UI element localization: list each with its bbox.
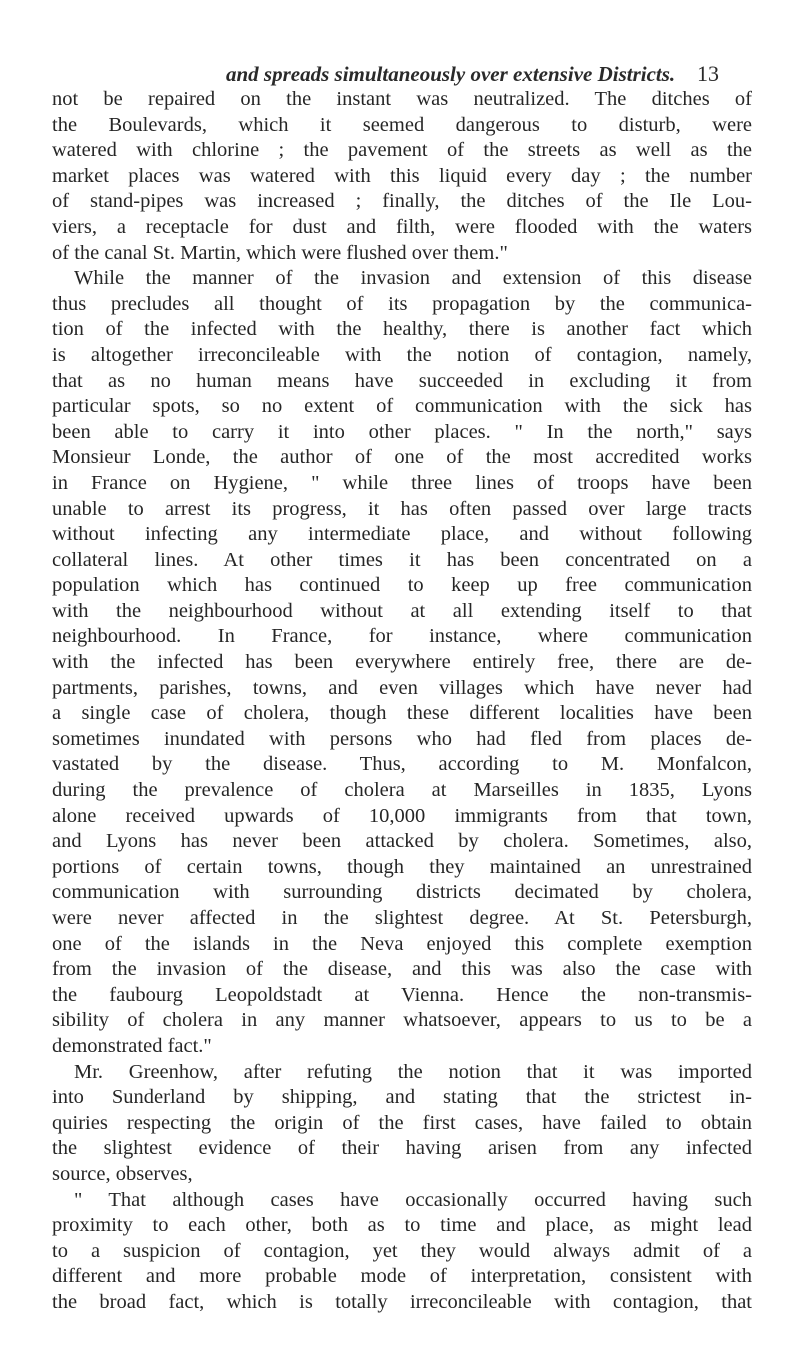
running-header: and spreads simultaneously over extensive Districts.: [226, 62, 676, 86]
text-line: not be repaired on the instant was neutralized. The ditches of: [52, 88, 752, 110]
text-line: vastated by the disease. Thus, according to M. Monfalcon,: [52, 753, 752, 776]
text-line: of the canal St. Martin, which were flushed over them.": [52, 241, 508, 264]
text-line: a single case of cholera, though these different localities have been: [52, 702, 752, 725]
text-line: market places was watered with this liquid every day ; the number: [52, 164, 752, 187]
text-line: demonstrated fact.": [52, 1034, 212, 1057]
text-line: " That although cases have occasionally occurred having such: [74, 1188, 752, 1211]
text-line: in France on Hygiene, " while three lines of troops have been: [52, 471, 752, 494]
body-text: [52, 87, 752, 1316]
text-line: alone received upwards of 10,000 immigrants from that town,: [52, 804, 752, 827]
text-line: to a suspicion of contagion, yet they would always admit of a: [52, 1239, 752, 1262]
text-line: from the invasion of the disease, and this was also the case with: [52, 958, 752, 981]
text-line: is altogether irreconcileable with the notion of contagion, namely,: [52, 343, 752, 366]
text-line: watered with chlorine ; the pavement of the streets as well as the: [52, 139, 752, 162]
text-line: source, observes,: [52, 1162, 193, 1185]
text-line: the Boulevards, which it seemed dangerous to disturb, were: [52, 113, 752, 136]
text-line: of stand-pipes was increased ; finally, the ditches of the Ile Lou-: [52, 190, 752, 213]
text-line: one of the islands in the Neva enjoyed this complete exemption: [52, 932, 752, 955]
text-line: partments, parishes, towns, and even villages which have never had: [52, 676, 752, 699]
text-line: with the infected has been everywhere entirely free, there are de-: [52, 651, 752, 674]
text-line: Monsieur Londe, the author of one of the most accredited works: [52, 446, 752, 469]
text-line: communication with surrounding districts decimated by cholera,: [52, 881, 752, 904]
text-line: been able to carry it into other places. " In the north," says: [52, 420, 752, 443]
text-line: the slightest evidence of their having arisen from any infected: [52, 1137, 752, 1160]
text-line: particular spots, so no extent of communication with the sick has: [52, 395, 752, 418]
text-line: sibility of cholera in any manner whatsoever, appears to us to be a: [52, 1009, 752, 1032]
text-line: thus precludes all thought of its propagation by the communica-: [52, 292, 752, 315]
text-line: without infecting any intermediate place, and without following: [52, 523, 752, 546]
text-line: portions of certain towns, though they maintained an unrestrained: [52, 855, 752, 878]
text-line: viers, a receptacle for dust and filth, were flooded with the waters: [52, 215, 752, 238]
page-number: 13: [697, 61, 719, 86]
text-line: population which has continued to keep up free communication: [52, 574, 752, 597]
text-line: quiries respecting the origin of the first cases, have failed to obtain: [52, 1111, 752, 1134]
text-line: and Lyons has never been attacked by cholera. Sometimes, also,: [52, 830, 752, 853]
text-line: with the neighbourhood without at all extending itself to that: [52, 599, 752, 622]
text-line: that as no human means have succeeded in excluding it from: [52, 369, 752, 392]
text-line: the broad fact, which is totally irreconcileable with contagion, that: [52, 1290, 752, 1313]
text-line: While the manner of the invasion and extension of this disease: [74, 267, 752, 290]
text-line: during the prevalence of cholera at Marseilles in 1835, Lyons: [52, 779, 752, 802]
text-line: different and more probable mode of interpretation, consistent with: [52, 1265, 752, 1288]
text-line: neighbourhood. In France, for instance, where communication: [52, 625, 752, 648]
text-line: unable to arrest its progress, it has often passed over large tracts: [52, 497, 752, 520]
text-line: proximity to each other, both as to time and place, as might lead: [52, 1214, 752, 1237]
text-line: sometimes inundated with persons who had fled from places de-: [52, 727, 752, 750]
text-line: were never affected in the slightest degree. At St. Petersburgh,: [52, 907, 752, 929]
text-line: Mr. Greenhow, after refuting the notion that it was imported: [74, 1060, 752, 1083]
text-line: tion of the infected with the healthy, there is another fact which: [52, 318, 752, 341]
text-line: the faubourg Leopoldstadt at Vienna. Hence the non-transmis-: [52, 983, 752, 1006]
text-line: into Sunderland by shipping, and stating that the strictest in-: [52, 1086, 752, 1109]
text-line: collateral lines. At other times it has been concentrated on a: [52, 548, 752, 571]
